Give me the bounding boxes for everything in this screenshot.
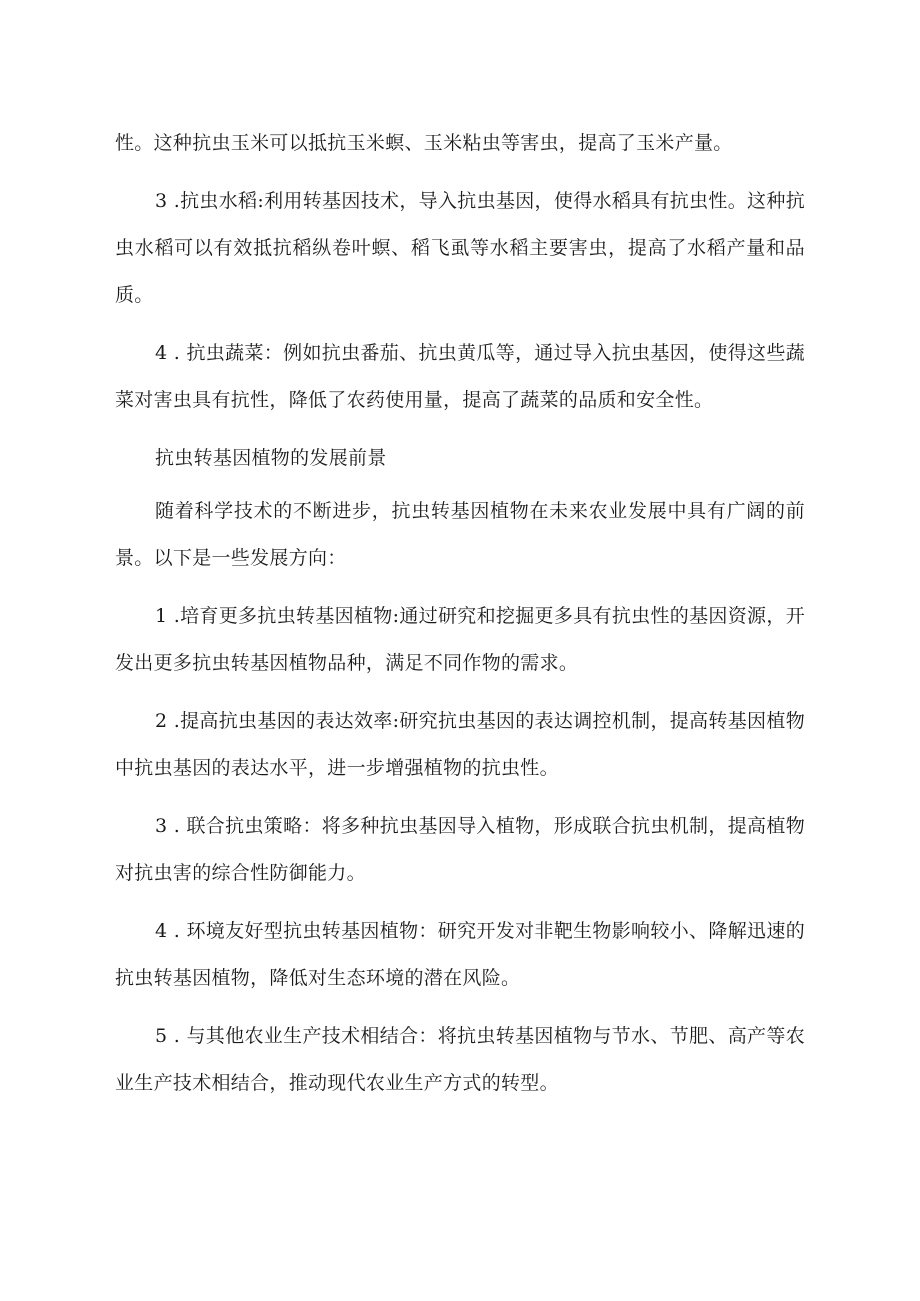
paragraph-direction-1: 1 .培育更多抗虫转基因植物:通过研究和挖掘更多具有抗虫性的基因资源，开发出更多抗虫转基因植物品种，满足不同作物的需求。 <box>115 605 805 674</box>
paragraph-direction-4: 4 . 环境友好型抗虫转基因植物：研究开发对非靶生物影响较小、降解迅速的抗虫转基因植物，降低对生态环境的潜在风险。 <box>115 920 805 989</box>
section-heading-prospects: 抗虫转基因植物的发展前景 <box>155 447 387 469</box>
paragraph-insect-resistant-vegetables: 4 . 抗虫蔬菜：例如抗虫番茄、抗虫黄瓜等，通过导入抗虫基因，使得这些蔬菜对害虫具有抗性，降低了农药使用量，提高了蔬菜的品质和安全性。 <box>115 342 805 411</box>
paragraph-prospects-intro: 随着科学技术的不断进步，抗虫转基因植物在未来农业发展中具有广阔的前景。以下是一些发展方向： <box>115 500 805 569</box>
paragraph-direction-5: 5 . 与其他农业生产技术相结合：将抗虫转基因植物与节水、节肥、高产等农业生产技术相结合，推动现代农业生产方式的转型。 <box>115 1025 805 1094</box>
paragraph-direction-2: 2 .提高抗虫基因的表达效率:研究抗虫基因的表达调控机制，提高转基因植物中抗虫基因的表达水平，进一步增强植物的抗虫性。 <box>115 710 805 779</box>
paragraph-corn-continuation: 性。这种抗虫玉米可以抵抗玉米螟、玉米粘虫等害虫，提高了玉米产量。 <box>115 132 733 154</box>
paragraph-direction-3: 3 . 联合抗虫策略：将多种抗虫基因导入植物，形成联合抗虫机制，提高植物对抗虫害的综合性防御能力。 <box>115 815 805 884</box>
paragraph-insect-resistant-rice: 3 .抗虫水稻:利用转基因技术，导入抗虫基因，使得水稻具有抗虫性。这种抗虫水稻可以有效抵抗稻纵卷叶螟、稻飞虱等水稻主要害虫，提高了水稻产量和品质。 <box>115 190 805 306</box>
document-page <box>115 120 805 1118</box>
